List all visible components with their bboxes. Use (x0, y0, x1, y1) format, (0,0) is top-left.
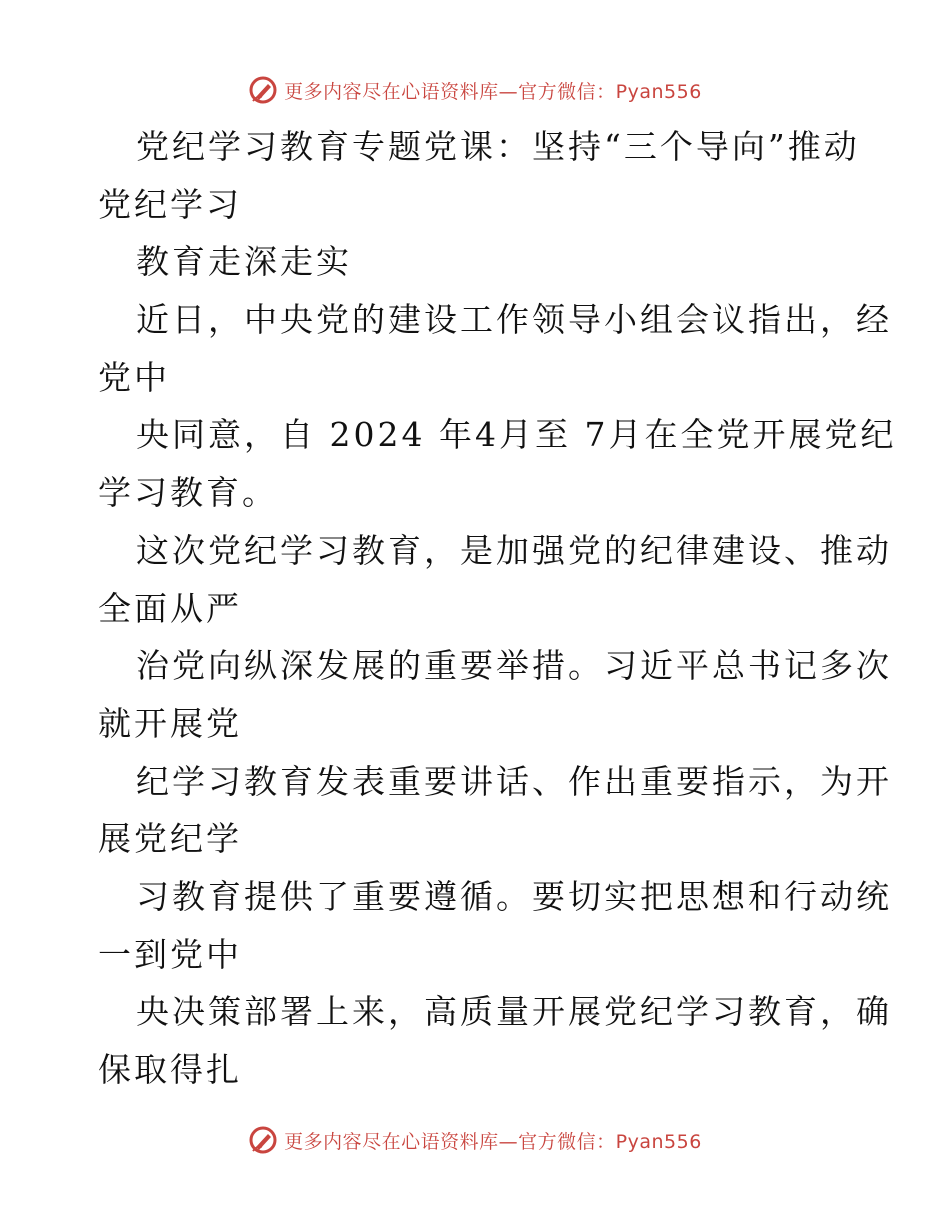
pen-logo-icon (248, 1125, 278, 1155)
paragraph-line: 近日，中央党的建设工作领导小组会议指出，经 (136, 300, 892, 340)
header-banner-text: 更多内容尽在心语资料库—官方微信：Pyan556 (284, 80, 702, 103)
paragraph-line: 央同意，自 2024 年4月至 7月在全党开展党纪 (136, 415, 897, 455)
paragraph-line: 就开展党 (98, 703, 242, 743)
paragraph-line: 一到党中 (98, 934, 242, 974)
paragraph-line: 纪学习教育发表重要讲话、作出重要指示，为开 (136, 761, 892, 801)
title-line-1: 党纪学习教育专题党课：坚持“三个导向”推动 (136, 127, 860, 166)
title-line-3: 教育走深走实 (136, 242, 352, 282)
header-banner (0, 70, 950, 110)
paragraph-line: 党中 (98, 357, 170, 397)
title-line-2: 党纪学习 (98, 184, 242, 224)
paragraph-line: 习教育提供了重要遵循。要切实把思想和行动统 (136, 876, 892, 916)
paragraph-line: 全面从严 (98, 588, 242, 628)
pen-logo-icon (248, 75, 278, 105)
paragraph-line: 展党纪学 (98, 819, 242, 859)
footer-banner (0, 1120, 950, 1160)
paragraph-line: 学习教育。 (98, 473, 278, 513)
paragraph-line: 央决策部署上来，高质量开展党纪学习教育，确 (136, 992, 892, 1032)
footer-banner-text: 更多内容尽在心语资料库—官方微信：Pyan556 (284, 1130, 702, 1153)
paragraph-line: 治党向纵深发展的重要举措。习近平总书记多次 (136, 646, 892, 686)
document-body (98, 118, 897, 1099)
paragraph-line: 这次党纪学习教育，是加强党的纪律建设、推动 (136, 530, 892, 570)
paragraph-line: 保取得扎 (98, 1050, 242, 1089)
